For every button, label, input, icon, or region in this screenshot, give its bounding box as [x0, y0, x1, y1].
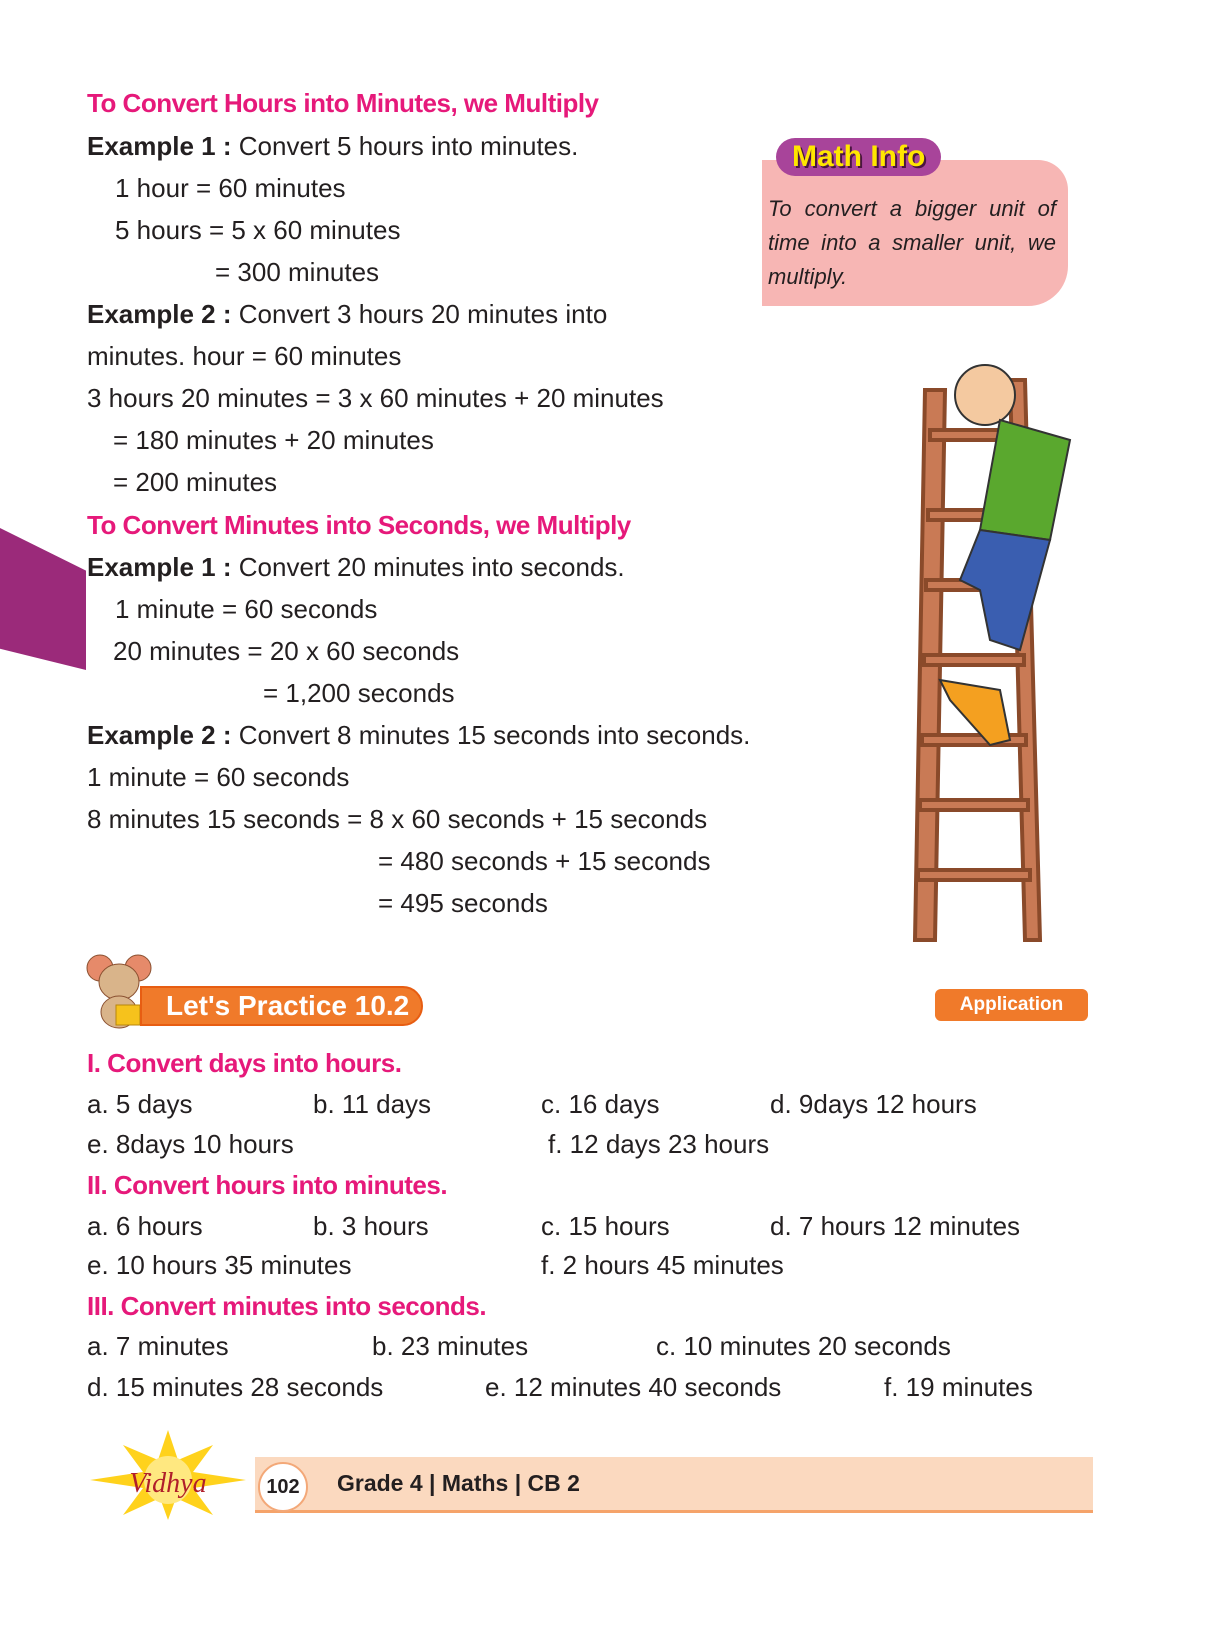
example-line — [87, 551, 625, 583]
calc-line: 20 minutes = 20 x 60 seconds — [113, 636, 460, 666]
question-item: f. 19 minutes — [884, 1372, 1033, 1402]
example-text: Convert 8 minutes 15 seconds into seconds. — [238, 720, 751, 750]
question-item: e. 8days 10 hours — [87, 1129, 294, 1159]
calc-line: = 495 seconds — [378, 888, 548, 918]
example-line — [87, 719, 750, 751]
example-label: Example 2 : — [87, 299, 232, 329]
example-text: Convert 3 hours 20 minutes into — [238, 299, 608, 329]
calc-line: = 1,200 seconds — [263, 678, 455, 708]
calc-line: 3 hours 20 minutes = 3 x 60 minutes + 20 minutes — [87, 383, 664, 413]
logo-text: Vidhya — [129, 1468, 207, 1499]
question-item: a. 6 hours — [87, 1211, 203, 1241]
calc-line: minutes. hour = 60 minutes — [87, 341, 402, 371]
question-item: c. 15 hours — [541, 1211, 670, 1241]
application-badge: Application — [935, 989, 1088, 1021]
footer-text: Grade 4 | Maths | CB 2 — [337, 1470, 580, 1496]
math-info-text: To convert a bigger unit of time into a smaller unit, we multiply. — [768, 196, 1056, 289]
question-item: d. 15 minutes 28 seconds — [87, 1372, 384, 1402]
calc-line: 8 minutes 15 seconds = 8 x 60 seconds + 15 seconds — [87, 804, 708, 834]
vidhya-logo — [88, 1430, 248, 1520]
question-item: d. 9days 12 hours — [770, 1089, 977, 1119]
question-item: b. 23 minutes — [372, 1331, 529, 1361]
math-info-title: Math Info — [776, 138, 941, 176]
question-item: e. 12 minutes 40 seconds — [485, 1372, 782, 1402]
question-item: c. 16 days — [541, 1089, 660, 1119]
page-number: 102 — [258, 1462, 308, 1512]
question-heading: III. Convert minutes into seconds. — [87, 1291, 487, 1321]
section-heading-minutes: To Convert Minutes into Seconds, we Multiply — [87, 510, 631, 540]
question-item: d. 7 hours 12 minutes — [770, 1211, 1021, 1241]
side-tab-decoration — [0, 528, 86, 670]
practice-title: Let's Practice 10.2 — [140, 986, 423, 1026]
calc-line: = 480 seconds + 15 seconds — [378, 846, 711, 876]
example-text: Convert 20 minutes into seconds. — [238, 552, 625, 582]
example-line — [87, 298, 607, 330]
question-item: e. 10 hours 35 minutes — [87, 1250, 352, 1280]
calc-line: 5 hours = 5 x 60 minutes — [115, 215, 401, 245]
example-label: Example 1 : — [87, 552, 232, 582]
question-item: a. 5 days — [87, 1089, 193, 1119]
question-item: c. 10 minutes 20 seconds — [656, 1331, 951, 1361]
question-item: a. 7 minutes — [87, 1331, 229, 1361]
question-heading: II. Convert hours into minutes. — [87, 1170, 448, 1200]
example-label: Example 2 : — [87, 720, 232, 750]
calc-line: 1 minute = 60 seconds — [115, 594, 378, 624]
question-heading: I. Convert days into hours. — [87, 1048, 402, 1078]
calc-line: 1 hour = 60 minutes — [115, 173, 346, 203]
question-item: f. 12 days 23 hours — [548, 1129, 770, 1159]
calc-line: 1 minute = 60 seconds — [87, 762, 350, 792]
calc-line: = 180 minutes + 20 minutes — [113, 425, 434, 455]
section-heading-hours: To Convert Hours into Minutes, we Multiply — [87, 88, 599, 118]
example-text: Convert 5 hours into minutes. — [238, 131, 579, 161]
calc-line: = 300 minutes — [215, 257, 380, 287]
question-item: b. 11 days — [313, 1089, 432, 1119]
man-on-ladder-illustration — [860, 340, 1088, 945]
question-item: f. 2 hours 45 minutes — [541, 1250, 784, 1280]
calc-line: = 200 minutes — [113, 467, 278, 497]
example-label: Example 1 : — [87, 131, 232, 161]
question-item: b. 3 hours — [313, 1211, 429, 1241]
example-line — [87, 130, 578, 162]
